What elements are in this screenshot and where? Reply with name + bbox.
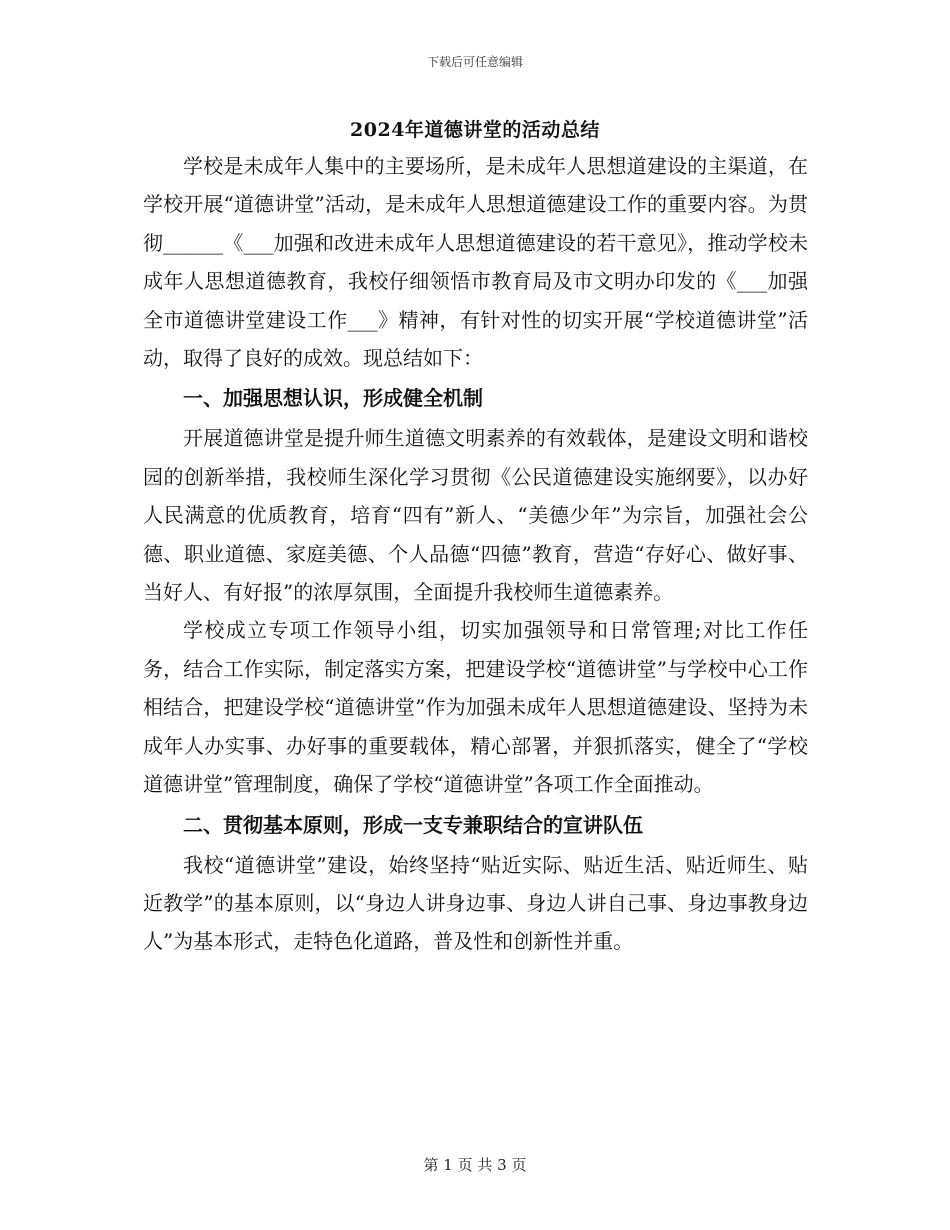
section-heading-2: 二、贯彻基本原则，形成一支专兼职结合的宣讲队伍 <box>183 812 643 837</box>
page-number-footer: 第 1 页 共 3 页 <box>423 1156 527 1174</box>
section-1-paragraph-1: 开展道德讲堂是提升师生道德文明素养的有效载体，是建设文明和谐校园的创新举措，我校师生深化学习贯彻《公民道德建设实施纲要》，以办好人民满意的优质教育，培育“四有”新人、“美德少年”为宗旨，加强社会公德、职业道德、家庭美德、个人品德“四德”教育，营造“存好心、做好事、当好人、有好报”的浓厚氛围，全面提升我校师生道德素养。 <box>143 426 808 605</box>
section-2-paragraph-1: 我校“道德讲堂”建设，始终坚持“贴近实际、贴近生活、贴近师生、贴近教学”的基本原则，以“身边人讲身边事、身边人讲自己事、身边事教身边人”为基本形式，走特色化道路，普及性和创新性并重。 <box>143 852 808 954</box>
document-body <box>143 147 808 961</box>
header-note: 下载后可任意编辑 <box>426 55 523 69</box>
document-title: 2024年道德讲堂的活动总结 <box>350 119 600 141</box>
section-heading-1: 一、加强思想认识，形成健全机制 <box>183 386 483 411</box>
intro-paragraph: 学校是未成年人集中的主要场所，是未成年人思想道建设的主渠道，在学校开展“道德讲堂”活动，是未成年人思想道德建设工作的重要内容。为贯彻______《___加强和改进未成年人思想道德建设的若干意见》，推动学校未成年人思想道德教育，我校仔细领悟市教育局及市文明办印发的《___加强全市道德讲堂建设工作___》精神，有针对性的切实开展“学校道德讲堂”活动，取得了良好的成效。现总结如下： <box>143 154 808 371</box>
section-1-paragraph-2: 学校成立专项工作领导小组，切实加强领导和日常管理;对比工作任务，结合工作实际，制定落实方案，把建设学校“道德讲堂”与学校中心工作相结合，把建设学校“道德讲堂”作为加强未成年人思想道德建设、坚持为未成年人办实事、办好事的重要载体，精心部署，并狠抓落实，健全了“学校道德讲堂”管理制度，确保了学校“道德讲堂”各项工作全面推动。 <box>143 618 808 797</box>
